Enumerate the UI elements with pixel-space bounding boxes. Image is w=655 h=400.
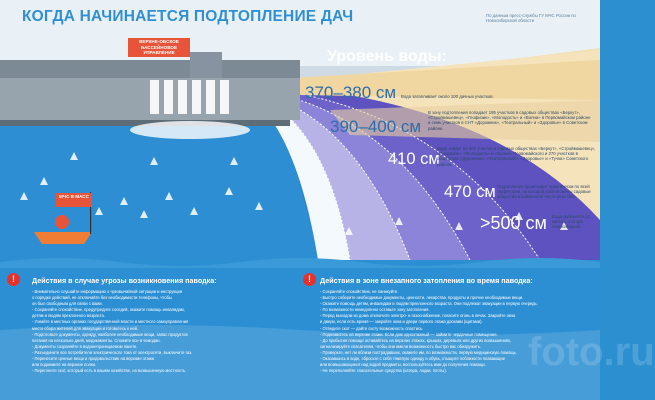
page-title: КОГДА НАЧИНАЕТСЯ ПОДТОПЛЕНИЕ ДАЧ	[22, 8, 354, 25]
list-item: - Перегоните скот, который есть в вашем хозяйстве, на возвышенную местность.	[32, 368, 187, 374]
level-note-1: Вода затапливает около 100 дачных участков.	[401, 94, 494, 99]
right-section-heading: Действия в зоне внезапного затопления во время паводка:	[320, 276, 533, 285]
list-item: он был свободным для связи с вами.	[32, 301, 103, 307]
list-item: - Поднимитесь на верхние этажи. Если дом одноэтажный — займите чердачные помещения.	[320, 331, 498, 337]
wave-edge	[0, 258, 600, 268]
level-note-4: Подтопление происходит практически по всей территории, на которой расположены садовые общества в пойменной части реки Обь.	[497, 184, 591, 200]
dam-top	[0, 60, 300, 78]
level-value-1: 370–380 см	[305, 83, 397, 102]
list-item: - Сохраняйте спокойствие, предупредите соседей, окажите помощь инвалидам,	[32, 307, 185, 313]
left-section-list	[32, 289, 276, 374]
boat-flag: МЧС В МАСС	[56, 193, 92, 207]
list-item: - До прибытия помощи оставайтесь на верхних этажах, крышах, деревьях или других возвышениях,	[320, 337, 512, 343]
left-section-heading: Действия в случае угрозы возникновения паводка:	[32, 276, 217, 285]
list-item: и двери, если есть время — закройте окна и двери первого этажа досками (щитами).	[320, 319, 483, 325]
list-item: - Быстро соберите необходимые документы, ценности, лекарства, продукты и прочие необходимые вещи.	[320, 295, 524, 301]
list-item: - Проверьте, нет ли вблизи пострадавших, окажите им, по возможности, первую медицинскую помощь.	[320, 349, 517, 355]
warning-icon: !	[303, 273, 316, 286]
watermark: foto.ru	[528, 330, 655, 374]
list-item: - Сохраняйте спокойствие, не паникуйте.	[320, 289, 399, 294]
list-item: питания на несколько дней, медикаменты. Сложите все в чемодан.	[32, 337, 161, 343]
list-item: - Окажите помощь детям, инвалидам и людям преклонного возраста. Они подлежат эвакуации в первую очередь.	[320, 301, 538, 307]
level-note-5: Вода доберется до жилого сектора Новосибирска	[552, 214, 591, 230]
level-note-3: Вода зайдет на 304 участка в садовых обществах «Беркут», «Строймашевец», «Геофизик», «Молодость» и «Волна» Первомайского и 270 участков в обществах «Дорожник», «Театральный», «Здоровье» и «Тучка» Советского района.	[437, 146, 596, 167]
list-item: - Перед выходом из дома отключите электро- и газоснабжение, погасите огонь в печах. Закройте окна	[320, 313, 516, 319]
list-item: - Внимательно слушайте информацию о чрезвычайной ситуации и инструкции	[32, 289, 183, 294]
list-item: - Оказавшись в воде, сбросьте с себя тяжелую одежду и обувь, отыщите поблизости плавающие	[320, 356, 505, 362]
list-item: - Документы сохраняйте в водонепроницаемом пакете.	[32, 343, 138, 349]
list-item: - Перенесите ценные вещи и продовольствие на верхние этажи	[32, 356, 154, 362]
list-item: место сбора жителей для эвакуации и готовьтесь к ней.	[32, 325, 139, 331]
list-item: или поднимите на верхние полки.	[32, 362, 97, 368]
list-item: детям и людям преклонного возраста.	[32, 313, 105, 319]
boat	[34, 232, 92, 244]
level-value-2: 390–400 см	[330, 117, 422, 136]
level-title: Уровень воды:	[327, 48, 447, 65]
list-item: - Отведите скот — дайте скоту возможность спастись.	[320, 325, 424, 331]
list-item: или возвышающиеся над водой предметы, воспользуйтесь ими до получения помощи.	[320, 362, 486, 368]
list-item: - Разъедините все потребители электрического тока от электросети, выключите газ.	[32, 349, 193, 355]
list-item: сигнализируйте спасателям, чтобы они имели возможность быстро вас обнаружить.	[320, 343, 482, 349]
list-item: - Подготовьте документы, одежду, наиболее необходимые вещи, запас продуктов	[32, 331, 188, 337]
dam-tower	[190, 52, 222, 78]
level-note-2: В зону подтопления попадает 195 участков в садовых обществах «Беркут», «Строймашевец», «Геофизик», «Молодость» и «Волна» в Первомайском районе и семь участков в СНТ «Дорожник», «Театральный» и «Здоровье» в Советском районе.	[428, 110, 591, 131]
splash	[130, 121, 250, 139]
list-item: о порядке действий, не отключайте без необходимости телефоны, чтобы	[32, 295, 172, 301]
dam-sign: ВЕРХНЕ-ОБСКОЕ БАССЕЙНОВОЕ УПРАВЛЕНИЕ	[128, 38, 190, 57]
source-note: По данным пресс-службы ГУ МЧС России по Новосибирской области	[486, 13, 576, 24]
level-value-4: 470 см	[444, 183, 496, 201]
level-value-5: >500 см	[480, 213, 547, 233]
rescuer	[55, 215, 69, 229]
level-value-3: 410 см	[388, 150, 440, 168]
warning-icon: !	[7, 273, 20, 286]
list-item: - По возможности немедленно оставьте зону затопления.	[320, 307, 430, 313]
list-item: - Узнайте в местных органах государственной власти и местного самоуправления	[32, 319, 189, 325]
list-item: - Не переполняйте спасательные средства (катера, лодки, плоты).	[320, 368, 447, 374]
